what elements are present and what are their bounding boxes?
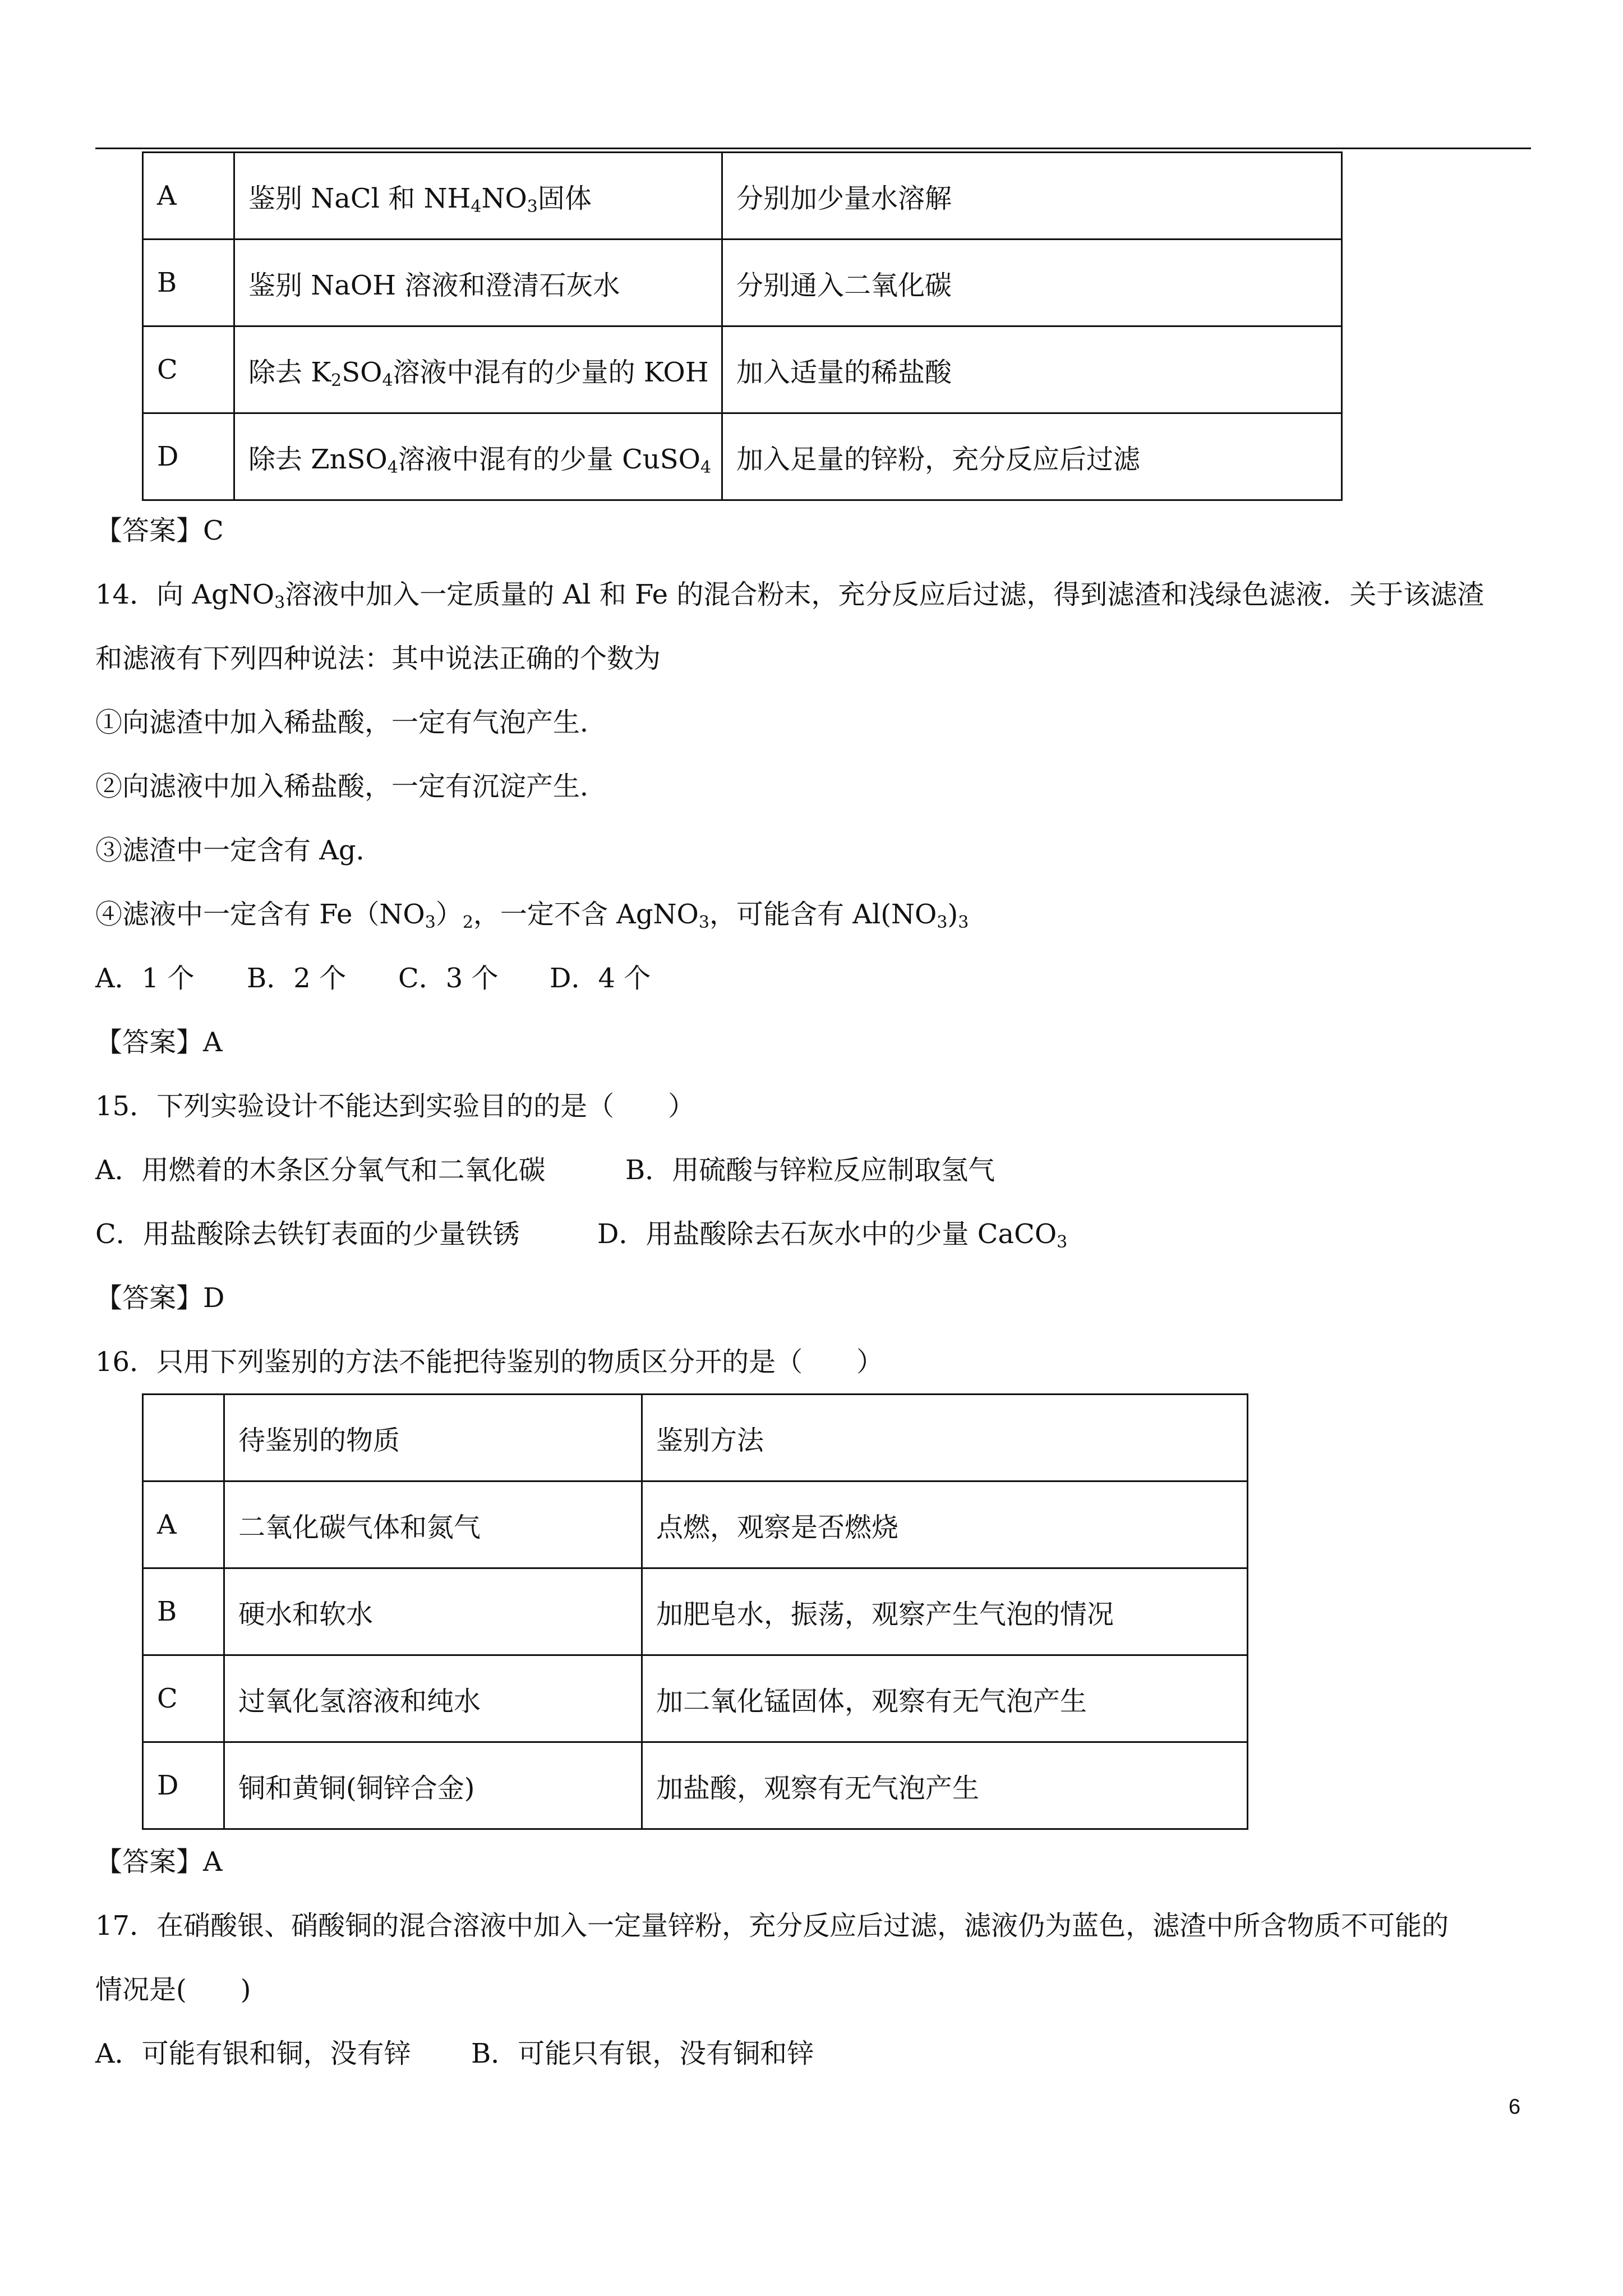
answer-q14: 【答案】A (95, 1027, 223, 1058)
table-row (143, 413, 1342, 500)
option-c: C．用盐酸除去铁钉表面的少量铁锈 (95, 1218, 520, 1250)
table-row (143, 326, 1342, 413)
row-substance: 二氧化碳气体和氮气 (224, 1481, 642, 1568)
table-row (143, 240, 1342, 326)
row-label: B (143, 240, 234, 326)
row-method: 分别通入二氧化碳 (722, 240, 1342, 326)
row-item: 除去 ZnSO$_4$溶液中混有的少量 CuSO$_4$ (234, 413, 722, 500)
row-substance: 铜和黄铜(铜锌合金) (224, 1742, 642, 1829)
header-rule (95, 148, 1531, 149)
table-q16 (142, 1393, 1248, 1830)
table-row (143, 1655, 1248, 1742)
table-row (143, 1481, 1248, 1568)
row-item: 除去 $K_2SO_4$溶液中混有的少量的 KOH (234, 326, 722, 413)
q15-options-ab (95, 1154, 995, 1186)
option-d: D．用盐酸除去石灰水中的少量 CaCO$_3$ (597, 1218, 1068, 1252)
q14-statement-1: ①向滤渣中加入稀盐酸，一定有气泡产生． (95, 707, 607, 738)
row-label: D (143, 413, 234, 500)
row-method: 点燃，观察是否燃烧 (642, 1481, 1248, 1568)
q14-statement-2: ②向滤液中加入稀盐酸，一定有沉淀产生． (95, 771, 607, 802)
q16-stem: 16．只用下列鉴别的方法不能把待鉴别的物质区分开的是（ ） (95, 1346, 884, 1378)
answer-q15: 【答案】D (95, 1282, 225, 1314)
table-row (143, 1742, 1248, 1829)
q14-stem-line1: 14．向 AgNO$_3$溶液中加入一定质量的 Al 和 Fe 的混合粉末，充分反应后过滤，得到滤渣和浅绿色滤液．关于该滤渣 (95, 579, 1484, 613)
row-label: D (143, 1742, 224, 1829)
q14-options (95, 965, 651, 992)
row-method: 加二氧化锰固体，观察有无气泡产生 (642, 1655, 1248, 1742)
page-number: 6 (1509, 2095, 1521, 2119)
row-substance: 硬水和软水 (224, 1568, 642, 1655)
row-method: 加盐酸，观察有无气泡产生 (642, 1742, 1248, 1829)
row-method: 分别加少量水溶解 (722, 153, 1342, 240)
option-a: A．用燃着的木条区分氧气和二氧化碳 (95, 1154, 546, 1186)
row-item: 鉴别 NaOH 溶液和澄清石灰水 (234, 240, 722, 326)
option-b: B．可能只有银，没有铜和锌 (471, 2038, 814, 2069)
q14-stem-line2: 和滤液有下列四种说法：其中说法正确的个数为 (95, 643, 661, 674)
header-substance: 待鉴别的物质 (224, 1395, 642, 1481)
row-substance: 过氧化氢溶液和纯水 (224, 1655, 642, 1742)
option-d: D．4 个 (550, 963, 651, 994)
option-b: B．用硫酸与锌粒反应制取氢气 (625, 1154, 995, 1186)
row-method: 加入适量的稀盐酸 (722, 326, 1342, 413)
option-c: C．3 个 (398, 963, 499, 994)
q17-stem-line1: 17．在硝酸银、硝酸铜的混合溶液中加入一定量锌粉，充分反应后过滤，滤液仍为蓝色，滤渣中所含物质不可能的 (95, 1910, 1449, 1941)
row-label: C (143, 1655, 224, 1742)
answer-q13: 【答案】C (95, 515, 224, 546)
option-a: A．可能有银和铜，没有锌 (95, 2038, 411, 2069)
header-method: 鉴别方法 (642, 1395, 1248, 1481)
q17-options (95, 2040, 814, 2067)
q15-options-cd (95, 1218, 1068, 1252)
header-empty (143, 1395, 224, 1481)
table-header-row (143, 1395, 1248, 1481)
q17-stem-line2: 情况是( ) (95, 1974, 251, 2005)
answer-q16: 【答案】A (95, 1846, 223, 1878)
q14-statement-3: ③滤渣中一定含有 Ag． (95, 835, 383, 866)
table-q13 (142, 151, 1343, 501)
row-item: 鉴别 NaCl 和 $NH_4NO_3$固体 (234, 153, 722, 240)
row-label: A (143, 1481, 224, 1568)
q15-stem: 15．下列实验设计不能达到实验目的的是（ ） (95, 1091, 695, 1122)
row-method: 加肥皂水，振荡，观察产生气泡的情况 (642, 1568, 1248, 1655)
table-row (143, 1568, 1248, 1655)
table-row (143, 153, 1342, 240)
row-method: 加入足量的锌粉，充分反应后过滤 (722, 413, 1342, 500)
row-label: C (143, 326, 234, 413)
row-label: B (143, 1568, 224, 1655)
option-a: A．1 个 (95, 963, 195, 994)
option-b: B．2 个 (247, 963, 347, 994)
q14-statement-4: ④滤液中一定含有 $Fe(NO_3)_2$，一定不含 AgNO$_3$，可能含有 $Al(NO_3)_3$ (95, 899, 969, 932)
row-label: A (143, 153, 234, 240)
